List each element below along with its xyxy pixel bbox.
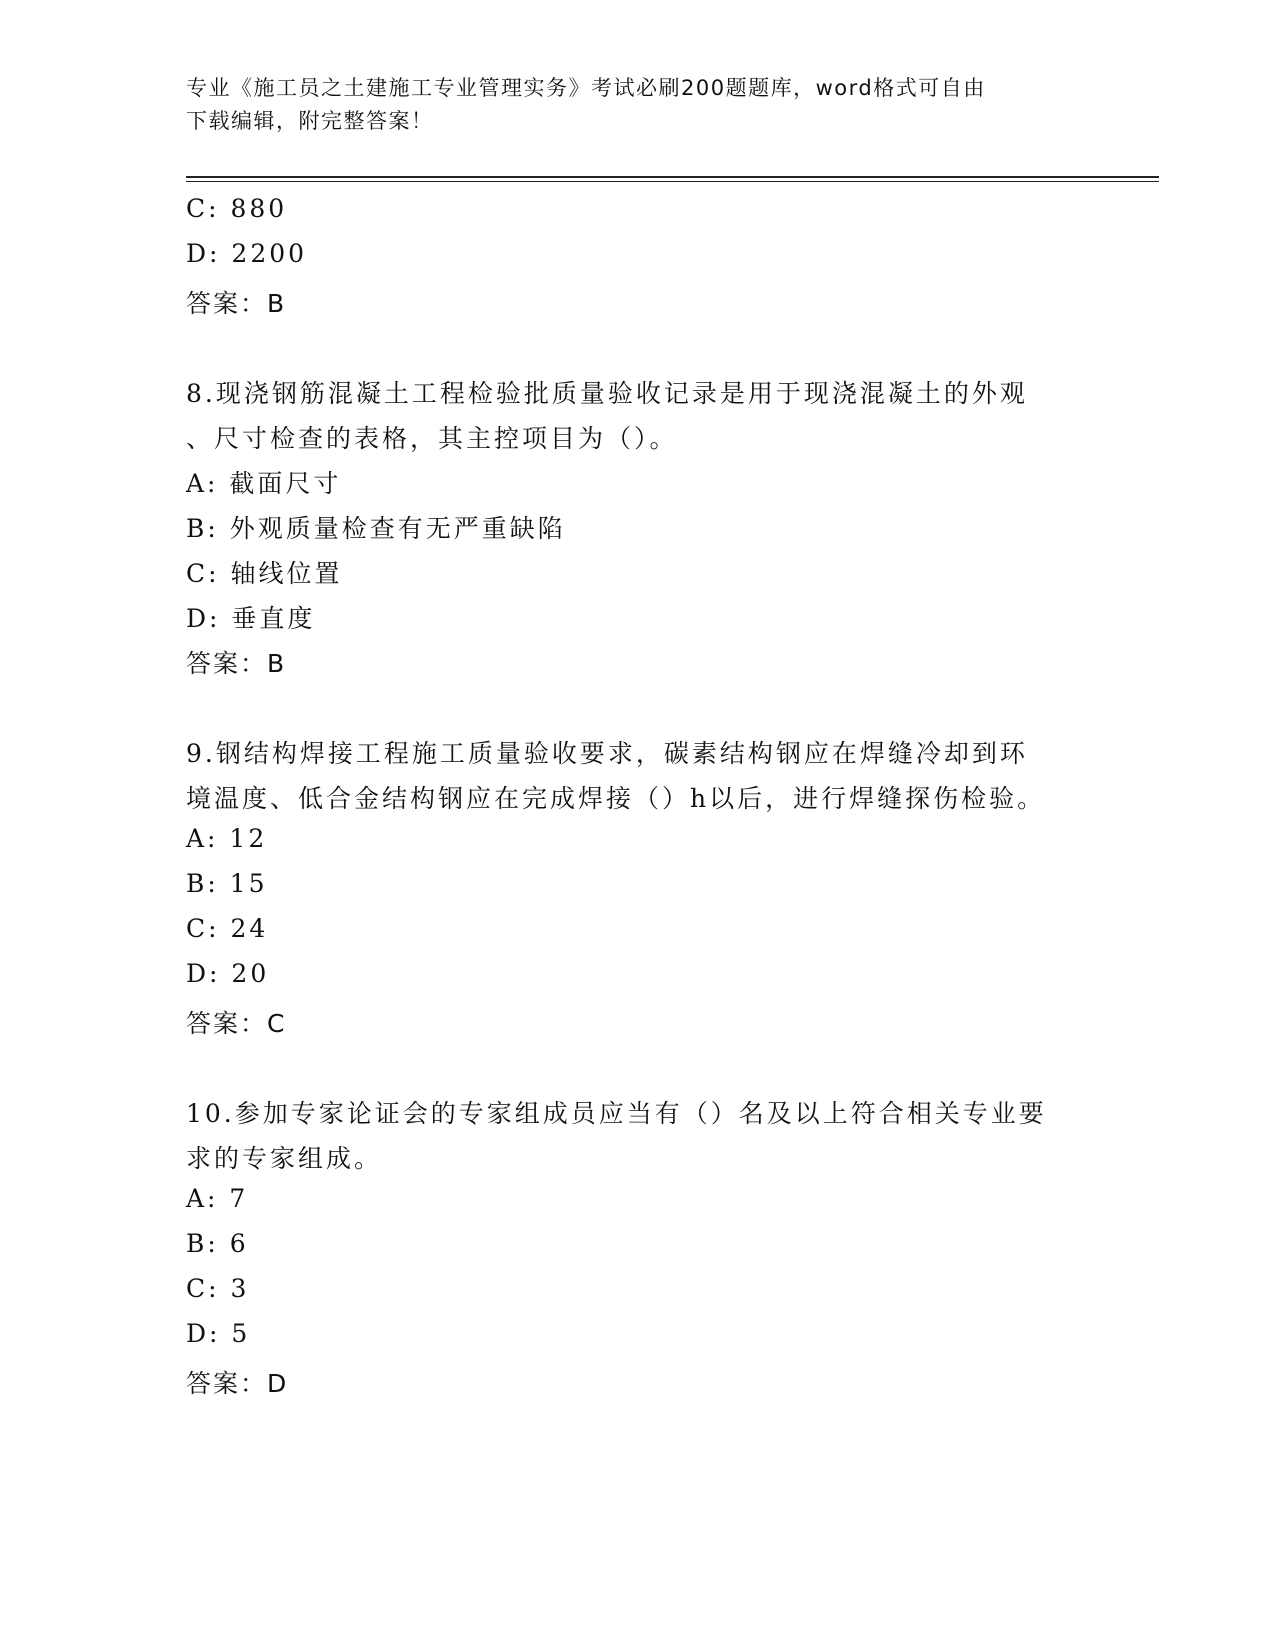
header-line-1: 专业《施工员之土建施工专业管理实务》考试必刷200题题库，word格式可自由 (186, 76, 986, 100)
q9-stem-line-2: 境温度、低合金结构钢应在完成焊接（）h以后，进行焊缝探伤检验。 (186, 784, 1046, 813)
q9-option-c: C: 24 (186, 914, 269, 943)
q9-stem-line-1: 9.钢结构焊接工程施工质量验收要求，碳素结构钢应在焊缝冷却到环 (186, 739, 1028, 768)
q8-stem-line-2: 、尺寸检查的表格，其主控项目为（）。 (186, 424, 678, 453)
q10-stem-line-1: 10.参加专家论证会的专家组成员应当有（）名及以上符合相关专业要 (186, 1099, 1047, 1128)
q8-answer: 答案：B (186, 649, 287, 678)
prev-option-d: D: 2200 (186, 239, 308, 268)
q9-answer: 答案：C (186, 1009, 287, 1038)
document-header (186, 72, 1086, 138)
q8-option-b: B: 外观质量检查有无严重缺陷 (186, 514, 566, 543)
q10-option-a: A: 7 (186, 1184, 249, 1213)
header-line-2: 下载编辑，附完整答案！ (186, 109, 434, 133)
q10-option-b: B: 6 (186, 1229, 249, 1258)
q10-option-d: D: 5 (186, 1319, 251, 1348)
q9-option-a: A: 12 (186, 824, 268, 853)
q8-option-d: D: 垂直度 (186, 604, 316, 633)
header-rule-thick (186, 176, 1159, 178)
prev-option-c: C: 880 (186, 194, 288, 223)
q10-stem-line-2: 求的专家组成。 (186, 1144, 383, 1173)
q10-answer: 答案：D (186, 1369, 289, 1398)
header-rule-thin (186, 181, 1159, 182)
q10-option-c: C: 3 (186, 1274, 250, 1303)
q8-stem-line-1: 8.现浇钢筋混凝土工程检验批质量验收记录是用于现浇混凝土的外观 (186, 379, 1028, 408)
q8-option-c: C: 轴线位置 (186, 559, 343, 588)
prev-answer: 答案：B (186, 289, 287, 318)
q8-option-a: A: 截面尺寸 (186, 469, 342, 498)
q9-option-b: B: 15 (186, 869, 268, 898)
q9-option-d: D: 20 (186, 959, 270, 988)
